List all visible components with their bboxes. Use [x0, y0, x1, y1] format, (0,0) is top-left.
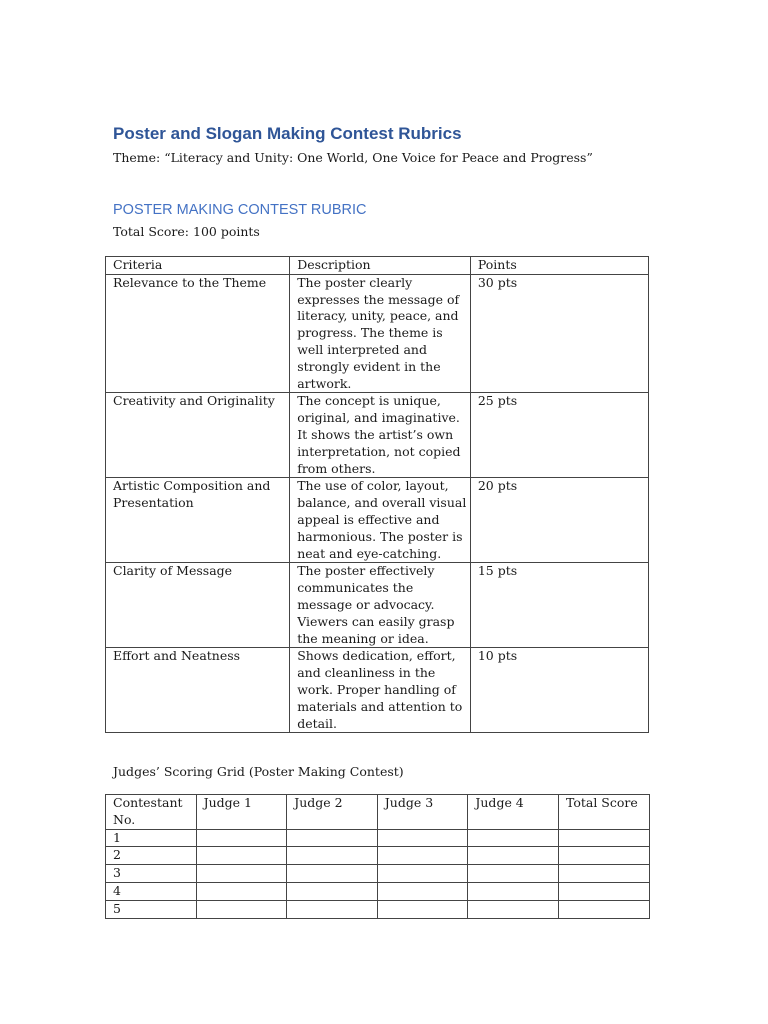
score-cell — [377, 829, 468, 847]
score-cell — [377, 900, 468, 918]
description-cell: The poster effectively communicates the message or advocacy. Viewers can easily grasp the meaning or idea. — [290, 563, 471, 648]
table-row — [106, 829, 650, 847]
document-title: Poster and Slogan Making Contest Rubrics — [113, 124, 462, 143]
score-cell — [196, 900, 287, 918]
header-judge-2: Judge 2 — [287, 795, 378, 830]
score-cell — [287, 847, 378, 865]
table-row — [106, 648, 649, 733]
score-cell — [468, 829, 559, 847]
header-description: Description — [290, 257, 471, 275]
description-cell: Shows dedication, effort, and cleanliness in the work. Proper handling of materials and attention to detail. — [290, 648, 471, 733]
contestant-number: 3 — [106, 865, 197, 883]
table-row — [106, 393, 649, 478]
score-cell — [468, 882, 559, 900]
score-cell — [287, 829, 378, 847]
header-criteria: Criteria — [106, 257, 290, 275]
contestant-number: 1 — [106, 829, 197, 847]
table-row — [106, 865, 650, 883]
theme-line: Theme: “Literacy and Unity: One World, One Voice for Peace and Progress” — [113, 150, 593, 165]
score-cell — [377, 882, 468, 900]
judges-scoring-grid — [105, 794, 650, 919]
table-row — [106, 274, 649, 393]
criteria-cell: Artistic Composition and Presentation — [106, 478, 290, 563]
score-cell — [196, 847, 287, 865]
score-cell — [377, 865, 468, 883]
table-row — [106, 847, 650, 865]
header-points: Points — [470, 257, 648, 275]
header-total-score: Total Score — [558, 795, 649, 830]
points-cell: 10 pts — [470, 648, 648, 733]
poster-rubric-heading: POSTER MAKING CONTEST RUBRIC — [113, 202, 367, 218]
contestant-number: 4 — [106, 882, 197, 900]
table-header-row — [106, 257, 649, 275]
score-cell — [287, 900, 378, 918]
criteria-cell: Effort and Neatness — [106, 648, 290, 733]
contestant-number: 2 — [106, 847, 197, 865]
description-cell: The poster clearly expresses the message of literacy, unity, peace, and progress. The theme is well interpreted and strongly evident in the artwork. — [290, 274, 471, 393]
score-cell — [196, 829, 287, 847]
score-cell — [287, 882, 378, 900]
table-row — [106, 563, 649, 648]
criteria-cell: Creativity and Originality — [106, 393, 290, 478]
table-row — [106, 478, 649, 563]
header-judge-4: Judge 4 — [468, 795, 559, 830]
header-contestant-no: Contestant No. — [106, 795, 197, 830]
score-cell — [377, 847, 468, 865]
description-cell: The use of color, layout, balance, and overall visual appeal is effective and harmonious. The poster is neat and eye-catching. — [290, 478, 471, 563]
points-cell: 30 pts — [470, 274, 648, 393]
points-cell: 15 pts — [470, 563, 648, 648]
header-judge-3: Judge 3 — [377, 795, 468, 830]
total-score-line: Total Score: 100 points — [113, 224, 260, 239]
score-cell — [468, 900, 559, 918]
grid-header-row — [106, 795, 650, 830]
criteria-cell: Clarity of Message — [106, 563, 290, 648]
header-judge-1: Judge 1 — [196, 795, 287, 830]
score-cell — [468, 847, 559, 865]
poster-rubric-table — [105, 256, 649, 733]
scoring-grid-caption: Judges’ Scoring Grid (Poster Making Contest) — [113, 764, 404, 779]
total-cell — [558, 882, 649, 900]
description-cell: The concept is unique, original, and imaginative. It shows the artist’s own interpretation, not copied from others. — [290, 393, 471, 478]
total-cell — [558, 900, 649, 918]
criteria-cell: Relevance to the Theme — [106, 274, 290, 393]
score-cell — [196, 865, 287, 883]
score-cell — [196, 882, 287, 900]
table-row — [106, 882, 650, 900]
points-cell: 25 pts — [470, 393, 648, 478]
points-cell: 20 pts — [470, 478, 648, 563]
total-cell — [558, 847, 649, 865]
score-cell — [468, 865, 559, 883]
contestant-number: 5 — [106, 900, 197, 918]
total-cell — [558, 865, 649, 883]
total-cell — [558, 829, 649, 847]
score-cell — [287, 865, 378, 883]
table-row — [106, 900, 650, 918]
